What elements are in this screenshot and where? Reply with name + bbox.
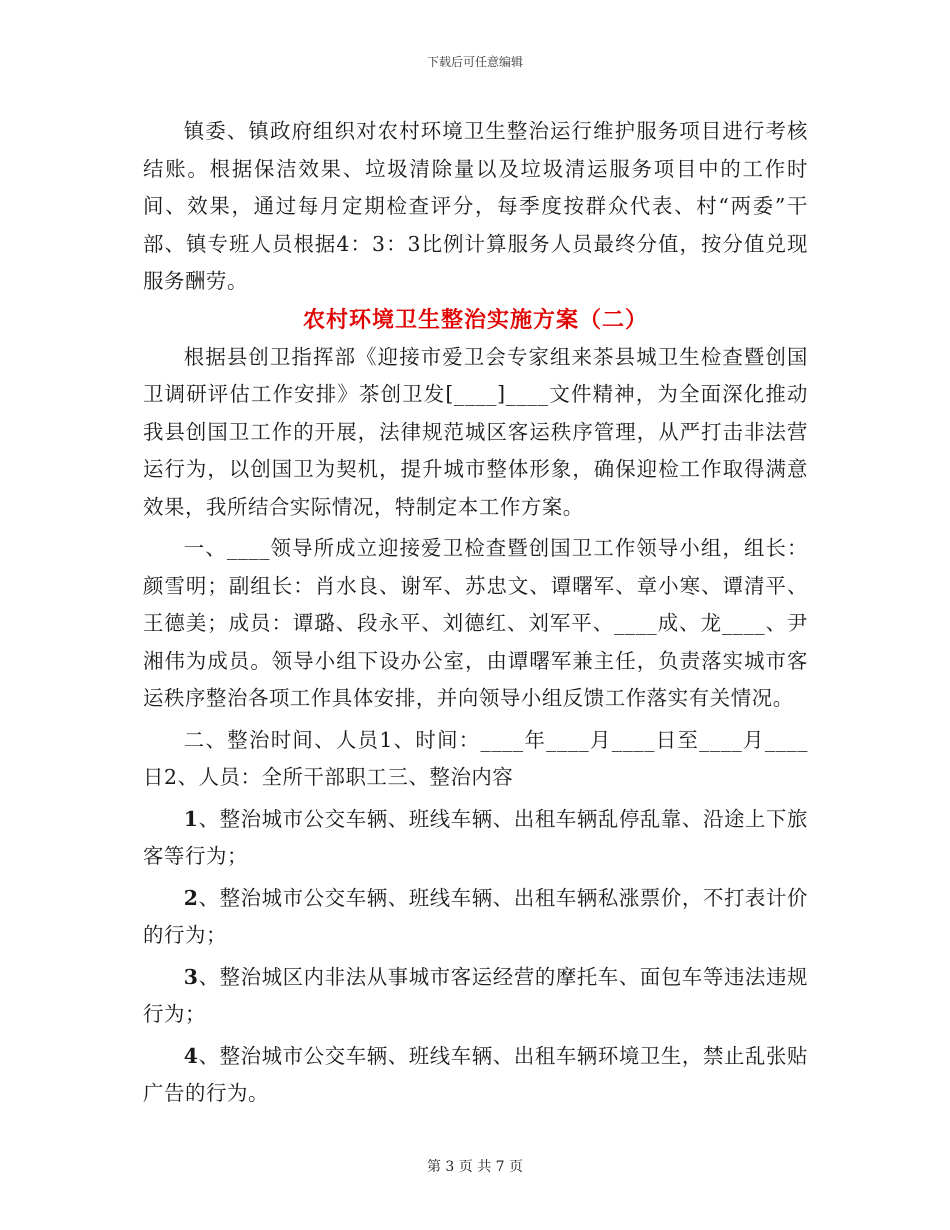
list-item-number: 4 [183, 1043, 199, 1068]
paragraph-time-personnel: 二、整治时间、人员1、时间：____年____月____日至____月____日2、人员：全所干部职工三、整治内容 [143, 727, 808, 789]
list-item-text: 、整治城市公交车辆、班线车辆、出租车辆环境卫生，禁止乱张贴广告的行为。 [143, 1043, 808, 1105]
list-item-text: 、整治城市公交车辆、班线车辆、出租车辆乱停乱靠、沿途上下旅客等行为； [143, 806, 808, 868]
list-item-number: 1 [183, 806, 199, 831]
page-number: 第 3 页 共 7 页 [426, 1159, 524, 1175]
list-item-text: 、整治城市公交车辆、班线车辆、出租车辆私涨票价，不打表计价的行为； [143, 885, 808, 947]
list-item [143, 801, 808, 876]
list-item-number: 3 [183, 964, 199, 989]
list-item [143, 959, 808, 1034]
document-body [143, 113, 808, 1113]
list-item-text: 、整治城区内非法从事城市客运经营的摩托车、面包车等违法违规行为； [143, 964, 808, 1026]
section-title: 农村环境卫生整治实施方案（二） [302, 306, 648, 333]
header-note: 下载后可任意编辑 [426, 55, 523, 69]
list-item [143, 880, 808, 955]
list-item-number: 2 [183, 885, 199, 910]
paragraph-basis: 根据县创卫指挥部《迎接市爱卫会专家组来茶县城卫生检查暨创国卫调研评估工作安排》茶创卫发[____]____文件精神，为全面深化推动我县创国卫工作的开展，法律规范城区客运秩序管理，从严打击非法营运行为，以创国卫为契机，提升城市整体形象，确保迎检工作取得满意效果，我所结合实际情况，特制定本工作方案。 [143, 344, 808, 519]
paragraph-leadership-group: 一、____领导所成立迎接爱卫检查暨创国卫工作领导小组，组长：颜雪明；副组长：肖水良、谢军、苏忠文、谭曙军、章小寒、谭清平、王德美；成员：谭璐、段永平、刘德红、刘军平、____成、龙____、尹湘伟为成员。领导小组下设办公室，由谭曙军兼主任，负责落实城市客运秩序整治各项工作具体安排，并向领导小组反馈工作落实有关情况。 [143, 536, 808, 710]
list-item [143, 1038, 808, 1113]
intro-paragraph: 镇委、镇政府组织对农村环境卫生整治运行维护服务项目进行考核结账。根据保洁效果、垃圾清除量以及垃圾清运服务项目中的工作时间、效果，通过每月定期检查评分，每季度按群众代表、村“两委”干部、镇专班人员根据4：3：3比例计算服务人员最终分值，按分值兑现服务酬劳。 [143, 119, 808, 293]
